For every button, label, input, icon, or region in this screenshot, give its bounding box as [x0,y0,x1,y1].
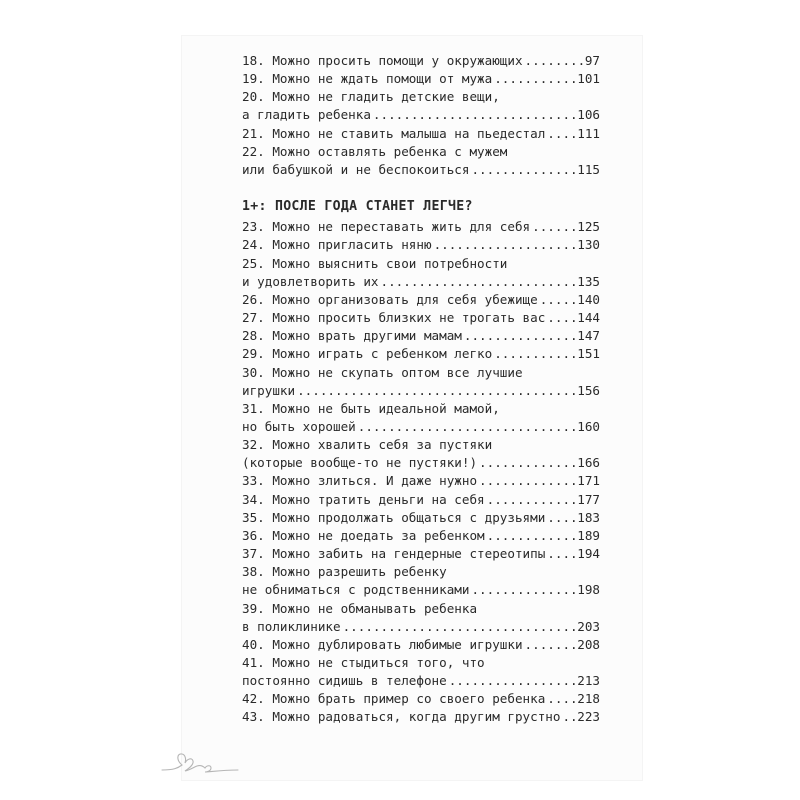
toc-entry-line [242,454,600,472]
toc-entry-line [242,690,600,708]
toc-entry [242,509,600,527]
toc-entry-title: и удовлетворить их [242,273,379,289]
toc-page-number: 203 [577,618,600,634]
toc-group-1 [242,52,600,179]
toc-page-number: 189 [577,527,600,543]
toc-entry-title: 37. Можно забить на гендерные стереотипы [242,546,546,562]
toc-entry [242,143,600,179]
toc-entry-line [242,545,600,563]
toc-page-number: 223 [577,709,600,725]
dot-leader [487,527,576,545]
toc-entry-line [242,309,600,327]
toc-entry-title: 29. Можно играть с ребенком легко [242,346,493,362]
toc-entry-line [242,327,600,345]
hearts-doodle-icon [160,748,240,778]
dot-leader [547,125,575,143]
toc-entry [242,309,600,327]
toc-page-number: 160 [577,418,600,434]
toc-entry-line [242,672,600,690]
toc-entry [242,364,600,400]
toc-entry-title: 31. Можно не быть идеальной мамой, [242,400,500,416]
toc-entry [242,70,600,88]
toc-page-number: 156 [577,382,600,398]
toc-entry-line [242,88,600,106]
toc-page-number: 140 [577,291,600,307]
toc-entry-title: 34. Можно тратить деньги на себя [242,491,485,507]
toc-page-number: 101 [577,71,600,87]
toc-entry [242,545,600,563]
dot-leader [532,218,575,236]
dot-leader [494,345,575,363]
toc-entry [242,125,600,143]
dot-leader [471,581,575,599]
dot-leader [380,273,575,291]
toc-page-number: 194 [577,546,600,562]
toc-entry-title: или бабушкой и не беспокоиться [242,161,470,177]
toc-entry-title: 36. Можно не доедать за ребенком [242,527,485,543]
toc-page-number: 151 [577,346,600,362]
toc-entry [242,708,600,726]
toc-entry [242,636,600,654]
dot-leader [464,327,575,345]
table-of-contents [242,52,600,727]
toc-entry-line [242,618,600,636]
dot-leader [547,545,575,563]
toc-entry-line [242,143,600,161]
toc-page-number: 183 [577,509,600,525]
toc-entry-title: но быть хорошей [242,418,356,434]
toc-entry-line [242,70,600,88]
toc-entry-title: 19. Можно не ждать помощи от мужа [242,71,493,87]
toc-entry-title: 23. Можно не переставать жить для себя [242,219,531,235]
toc-entry [242,491,600,509]
toc-entry-line [242,491,600,509]
dot-leader [562,708,575,726]
toc-entry [242,654,600,690]
toc-entry-title: 32. Можно хвалить себя за пустяки [242,437,493,453]
toc-entry-line [242,400,600,418]
toc-entry-title: 38. Можно разрешить ребенку [242,564,447,580]
toc-entry-line [242,291,600,309]
toc-entry-title: 33. Можно злиться. И даже нужно [242,473,478,489]
toc-entry [242,88,600,124]
toc-entry-title: 24. Можно пригласить няню [242,237,432,253]
dot-leader [297,382,575,400]
toc-entry-line [242,364,600,382]
toc-entry-line [242,255,600,273]
toc-entry-title: 40. Можно дублировать любимые игрушки [242,636,523,652]
toc-entry-title: а гладить ребенка [242,107,371,123]
toc-entry-line [242,236,600,254]
dot-leader [449,672,576,690]
toc-entry [242,291,600,309]
dot-leader [434,236,576,254]
toc-entry [242,527,600,545]
toc-page-number: 125 [577,219,600,235]
toc-page-number: 198 [577,582,600,598]
toc-entry-title: 43. Можно радоваться, когда другим грустно [242,709,561,725]
toc-entry-title: 28. Можно врать другими мамам [242,328,462,344]
toc-entry-title: 21. Можно не ставить малыша на пьедестал [242,125,546,141]
toc-entry-line [242,52,600,70]
toc-entry-line [242,436,600,454]
toc-entry-line [242,345,600,363]
toc-entry-title: 30. Можно не скупать оптом все лучшие [242,364,523,380]
toc-entry-title: 26. Можно организовать для себя убежище [242,291,538,307]
toc-page-number: 147 [577,328,600,344]
toc-entry-line [242,125,600,143]
toc-entry [242,345,600,363]
toc-entry-line [242,654,600,672]
toc-entry-line [242,527,600,545]
toc-entry [242,600,600,636]
toc-entry-title: в поликлинике [242,618,341,634]
toc-entry [242,690,600,708]
toc-page-number: 115 [577,161,600,177]
toc-entry-line [242,600,600,618]
toc-page-number: 177 [577,491,600,507]
toc-entry [242,436,600,472]
toc-entry-line [242,509,600,527]
dot-leader [358,418,576,436]
toc-entry-title: 42. Можно брать пример со своего ребенка [242,691,546,707]
dot-leader [547,309,575,327]
toc-entry [242,218,600,236]
toc-entry-title: 22. Можно оставлять ребенка с мужем [242,143,508,159]
toc-page-number: 130 [577,237,600,253]
toc-entry [242,563,600,599]
toc-entry-title: (которые вообще-то не пустяки!) [242,455,478,471]
toc-page-number: 135 [577,273,600,289]
toc-entry-line [242,106,600,124]
dot-leader [547,690,575,708]
toc-group-2 [242,218,600,726]
section-title: 1+: ПОСЛЕ ГОДА СТАНЕТ ЛЕГЧЕ? [242,199,473,215]
toc-entry-line [242,636,600,654]
toc-entry [242,327,600,345]
dot-leader [343,618,576,636]
toc-page-number: 166 [577,455,600,471]
dot-leader [525,52,583,70]
toc-entry-line [242,161,600,179]
dot-leader [525,636,576,654]
toc-entry-title: 41. Можно не стыдиться того, что [242,655,485,670]
toc-entry [242,52,600,70]
toc-entry-title: 27. Можно просить близких не трогать вас [242,310,546,326]
toc-entry-line [242,273,600,291]
dot-leader [547,509,575,527]
dot-leader [494,70,575,88]
toc-page-number: 208 [577,636,600,652]
toc-entry-line [242,472,600,490]
toc-entry [242,255,600,291]
toc-page-number: 106 [577,107,600,123]
toc-page-number: 213 [577,673,600,689]
toc-page-number: 97 [584,53,600,68]
toc-entry-title: 35. Можно продолжать общаться с друзьями [242,509,546,525]
toc-entry [242,400,600,436]
toc-page-number: 111 [577,125,600,141]
toc-entry-line [242,418,600,436]
toc-entry-title: не обниматься с родственниками [242,582,470,598]
toc-entry-title: 39. Можно не обманывать ребенка [242,600,478,616]
dot-leader [373,106,575,124]
toc-entry-title: игрушки [242,382,296,398]
dot-leader [471,161,575,179]
toc-entry-line [242,382,600,400]
toc-entry-line [242,581,600,599]
toc-entry-title: 25. Можно выяснить свои потребности [242,255,508,271]
toc-entry [242,236,600,254]
toc-entry-title: постоянно сидишь в телефоне [242,673,447,689]
dot-leader [487,491,576,509]
toc-entry-line [242,218,600,236]
dot-leader [540,291,576,309]
toc-page-number: 218 [577,691,600,707]
dot-leader [479,454,575,472]
toc-entry [242,472,600,490]
toc-entry-title: 20. Можно не гладить детские вещи, [242,89,500,105]
toc-page-number: 144 [577,310,600,326]
dot-leader [479,472,575,490]
toc-page-number: 171 [577,473,600,489]
toc-entry-title: 18. Можно просить помощи у окружающих [242,53,523,68]
toc-entry-line [242,708,600,726]
toc-entry-line [242,563,600,581]
